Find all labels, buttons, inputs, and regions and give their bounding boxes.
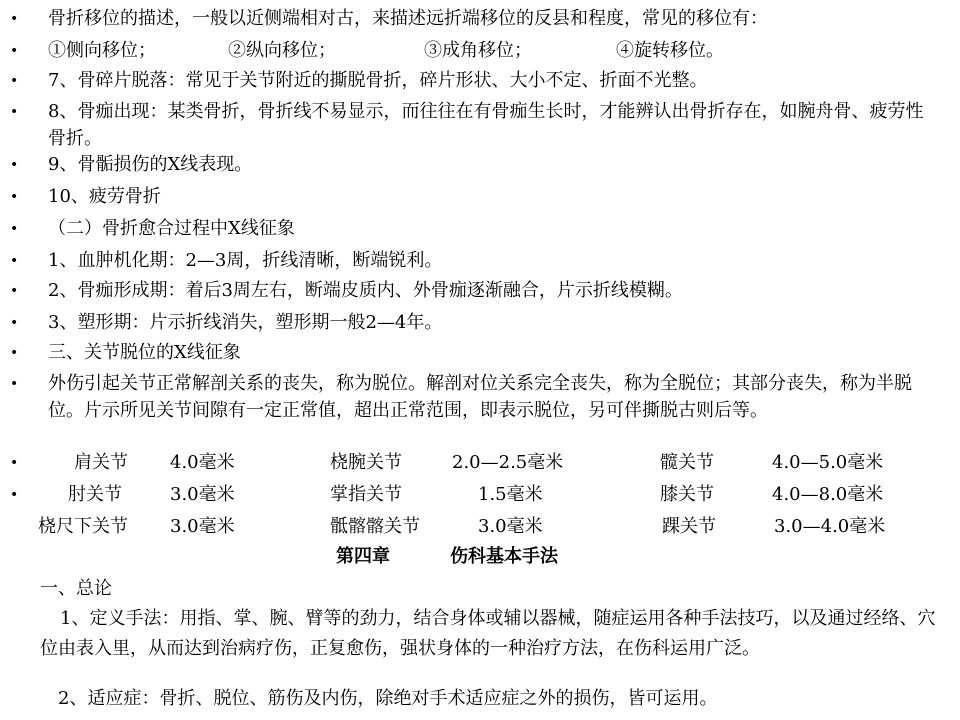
bullet-icon: • (10, 73, 19, 89)
paragraph: 2、适应症：骨折、脱位、筋伤及内伤，除绝对手术适应症之外的损伤，皆可运用。 (58, 688, 718, 709)
joint-value: 2.0—2.5毫米 (452, 452, 564, 473)
joint-value: 1.5毫米 (478, 484, 543, 505)
paragraph: 1、定义手法：用指、掌、腕、臂等的劲力，结合身体或辅以器械，随症运用各种手法技巧，以及通过经络、穴位由表入里，从而达到治病疗伤，正复愈伤，强状身体的一种治疗方法，在伤科运用广泛。 (40, 608, 936, 659)
joint-name: 踝关节 (662, 516, 716, 537)
joint-name: 掌指关节 (330, 484, 402, 505)
joint-name: 髋关节 (660, 452, 714, 473)
bullet-icon: • (10, 104, 19, 120)
item-text: 10、疲劳骨折 (48, 186, 161, 207)
item-text: 3、塑形期：片示折线消失，塑形期一般2—4年。 (48, 312, 443, 333)
item-text: 外伤引起关节正常解剖关系的丧失，称为脱位。解剖对位关系完全丧失，称为全脱位；其部分丧失，称为半脱位。片示所见关节间隙有一定正常值，超出正常范围，即表示脱位，另可伴撕脱古则后等。 (48, 373, 912, 421)
bullet-icon: • (10, 376, 19, 392)
joint-value: 3.0—4.0毫米 (774, 516, 886, 537)
joint-name: 桡腕关节 (330, 452, 402, 473)
item-text: 8、骨痂出现：某类骨折，骨折线不易显示，而往往在有骨痂生长时，才能辨认出骨折存在，如腕舟骨、疲劳性骨折。 (48, 101, 924, 149)
joint-value: 3.0毫米 (170, 484, 235, 505)
bullet-icon: • (10, 11, 19, 27)
bullet-icon: • (10, 221, 19, 237)
bullet-icon: • (10, 315, 19, 331)
bullet-icon: • (10, 157, 19, 173)
joint-name: 肩关节 (74, 452, 128, 473)
bullet-icon: • (10, 253, 19, 269)
joint-value: 3.0毫米 (478, 516, 543, 537)
item-text: 9、骨骺损伤的X线表现。 (48, 154, 253, 175)
bullet-icon: • (10, 345, 19, 361)
item-text: 7、骨碎片脱落：常见于关节附近的撕脱骨折，碎片形状、大小不定、折面不光整。 (48, 70, 708, 91)
joint-value: 4.0—5.0毫米 (772, 452, 884, 473)
bullet-icon: • (10, 487, 19, 503)
item-text: 2、骨痂形成期：着后3周左右，断端皮质内、外骨痂逐渐融合，片示折线模糊。 (48, 280, 683, 301)
bullet-icon: • (10, 455, 19, 471)
item-text: 三、关节脱位的X线征象 (48, 342, 241, 363)
joint-name: 骶髂髂关节 (330, 516, 420, 537)
joint-name: 肘关节 (68, 484, 122, 505)
displacement-type: ②纵向移位； (228, 40, 336, 61)
displacement-type: ④旋转移位。 (616, 40, 724, 61)
bullet-icon: • (10, 43, 19, 59)
item-text: 1、血肿机化期：2—3周，折线清晰，断端锐利。 (48, 250, 443, 271)
displacement-type: ③成角移位； (424, 40, 532, 61)
bullet-icon: • (10, 283, 19, 299)
joint-value: 4.0—8.0毫米 (772, 484, 884, 505)
displacement-type: ①侧向移位； (48, 40, 156, 61)
joint-name: 桡尺下关节 (38, 516, 128, 537)
chapter-number: 第四章 (336, 546, 390, 567)
joint-value: 4.0毫米 (170, 452, 235, 473)
section-title: 一、总论 (40, 578, 112, 599)
joint-value: 3.0毫米 (170, 516, 235, 537)
item-text: 骨折移位的描述，一般以近侧端相对古，来描述远折端移位的反县和程度，常见的移位有： (48, 8, 768, 29)
item-text: （二）骨折愈合过程中X线征象 (48, 218, 295, 239)
joint-name: 膝关节 (660, 484, 714, 505)
bullet-icon: • (10, 189, 19, 205)
chapter-title: 伤科基本手法 (450, 546, 558, 567)
